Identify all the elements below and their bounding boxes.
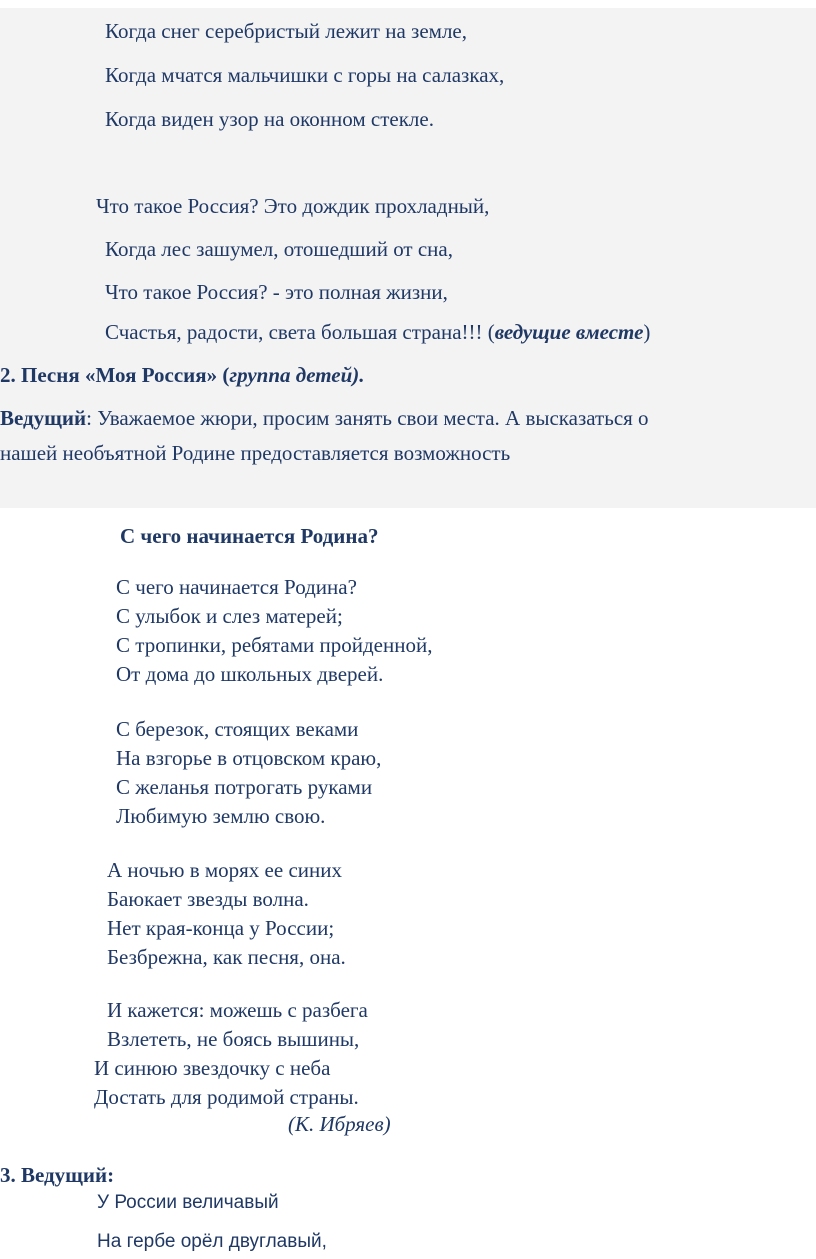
poem-line: На взгорье в отцовском краю, <box>116 746 382 770</box>
poem-title: С чего начинается Родина? <box>120 524 379 548</box>
poem-line: Взлететь, не боясь вышины, <box>107 1027 360 1051</box>
poem-line: Безбрежна, как песня, она. <box>107 945 346 969</box>
item3-host-label: 3. Ведущий: <box>0 1163 115 1187</box>
poem-line: А ночью в морях ее синих <box>107 858 342 882</box>
stanza2-close-paren: ) <box>643 320 651 344</box>
poem-line: Любимую землю свою. <box>116 804 326 828</box>
poem-line: С тропинки, ребятами пройденной, <box>116 633 433 657</box>
stanza2-stage-note: ведущие вместе <box>494 320 644 344</box>
host-label: Ведущий <box>0 406 87 430</box>
poem-line: От дома до школьных дверей. <box>116 662 384 686</box>
stanza2-line-3: Что такое Россия? - это полная жизни, <box>105 280 448 304</box>
stanza2-open-paren: ( <box>487 320 495 344</box>
item2-performers: группа детей). <box>229 363 365 387</box>
poem-line: И синюю звездочку с неба <box>94 1056 331 1080</box>
stanza2-line-1: Что такое Россия? Это дождик прохладный, <box>96 194 490 218</box>
poem-line: И кажется: можешь с разбега <box>107 998 368 1022</box>
poem-line: Баюкает звезды волна. <box>107 887 309 911</box>
stanza2-line-4 <box>105 319 650 345</box>
poem-line: С желанья потрогать руками <box>116 775 373 799</box>
item2-song-heading <box>0 362 365 388</box>
poem-line: С улыбок и слез матерей; <box>116 604 343 628</box>
item2-open-paren: ( <box>217 363 230 387</box>
stanza2-line-4-text: Счастья, радости, света большая страна!!! <box>105 320 488 344</box>
item3-line-2: На гербе орёл двуглавый, <box>97 1231 327 1252</box>
host-intro-line-1 <box>0 405 649 431</box>
poem-line: Нет края-конца у России; <box>107 916 335 940</box>
host-intro-line-2: нашей необъятной Родине предоставляется возможность <box>0 441 511 465</box>
host-intro-text: : Уважаемое жюри, просим занять свои места. А высказаться о <box>86 406 649 430</box>
stanza1-line-3: Когда виден узор на оконном стекле. <box>105 107 434 131</box>
poem-line: Достать для родимой страны. <box>94 1085 359 1109</box>
stanza2-line-2: Когда лес зашумел, отошедший от сна, <box>105 237 453 261</box>
item2-number: 2. Песня <box>0 363 85 387</box>
item2-song-title: «Моя Россия» <box>84 363 218 387</box>
poem-line: С чего начинается Родина? <box>116 575 357 599</box>
stanza1-line-2: Когда мчатся мальчишки с горы на салазках, <box>105 63 505 87</box>
poem-author: (К. Ибряев) <box>288 1112 391 1136</box>
stanza1-line-1: Когда снег серебристый лежит на земле, <box>105 19 468 43</box>
poem-line: С березок, стоящих веками <box>116 717 359 741</box>
item3-line-1: У России величавый <box>97 1192 279 1213</box>
